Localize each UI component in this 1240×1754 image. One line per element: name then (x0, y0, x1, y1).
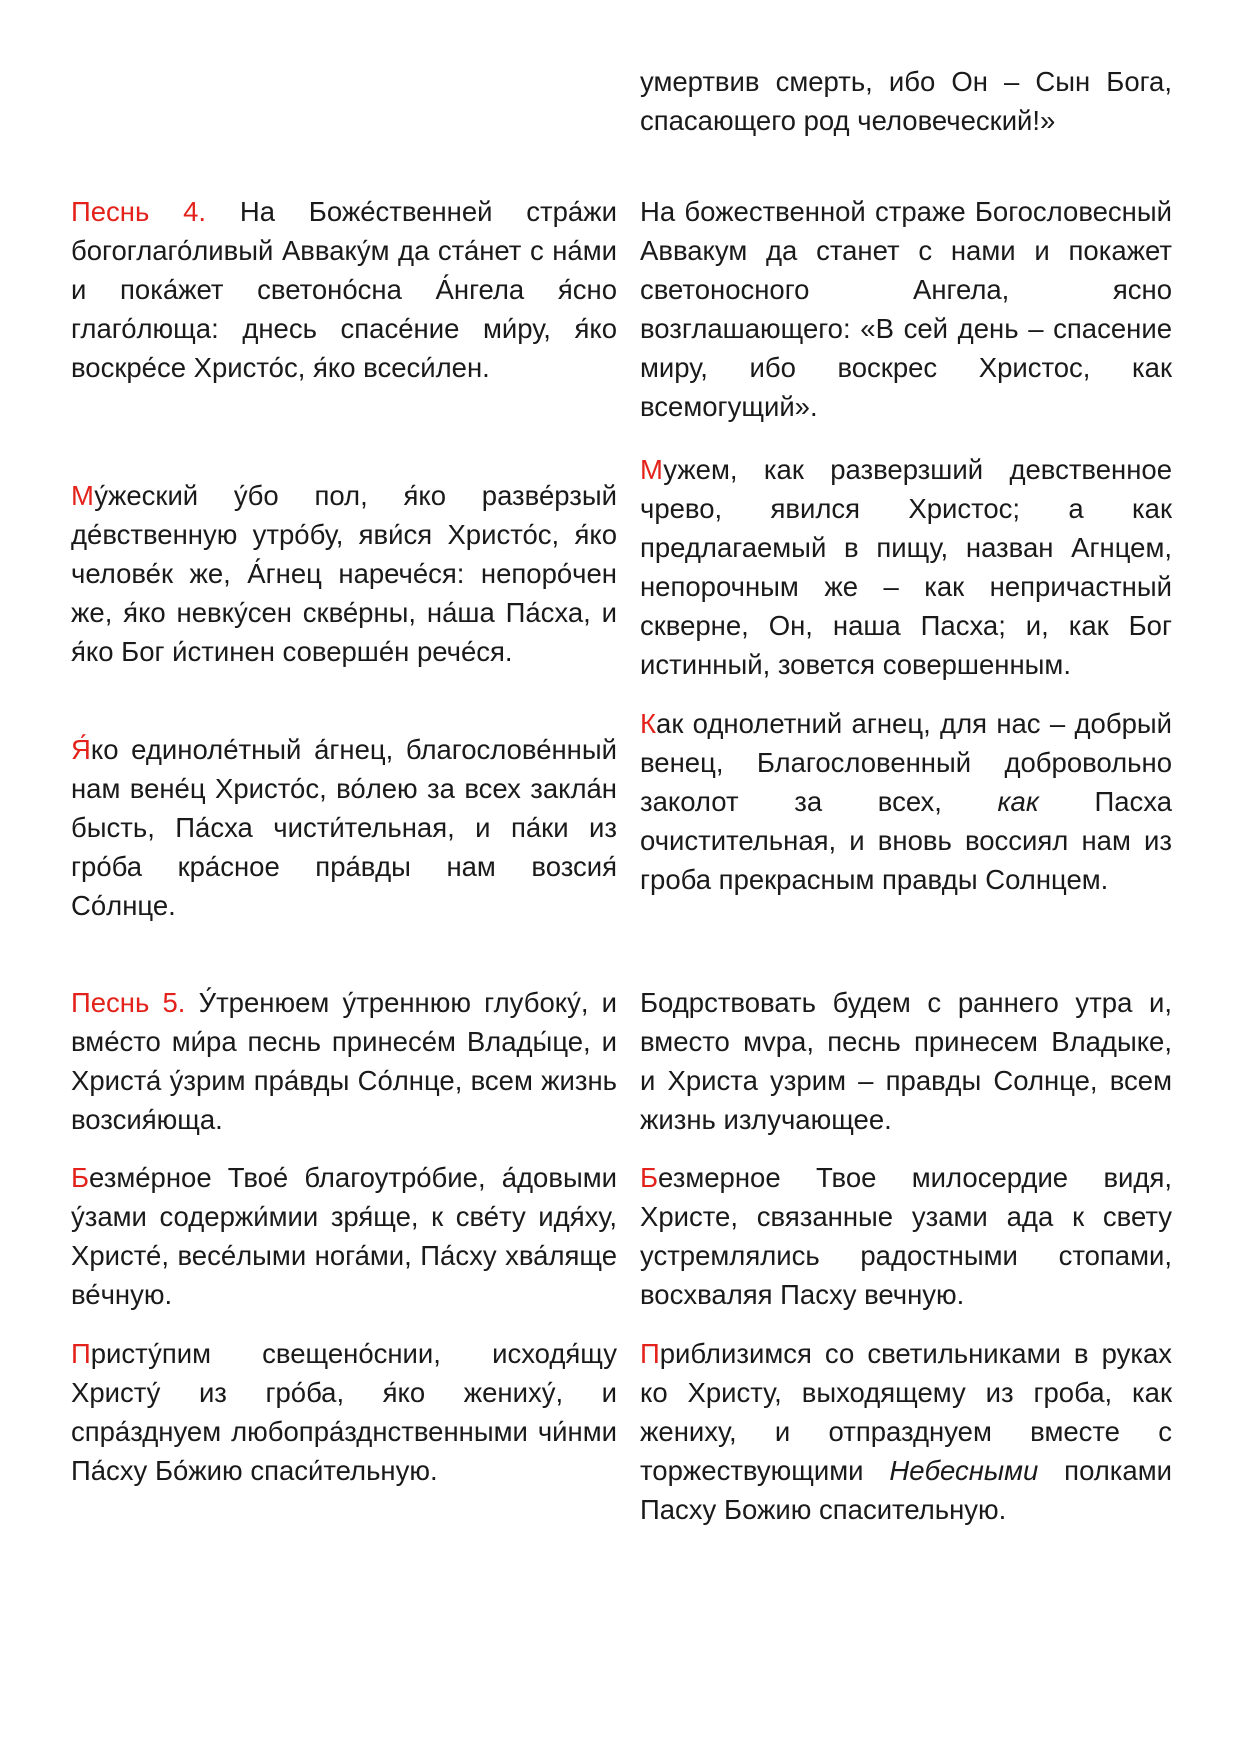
tropar2-left-paragraph (71, 730, 617, 925)
tropar1-left-text: у́жеский у́бо пол, я́ко разве́рзый де́вственную утро́бу, яви́ся Христо́с, я́ко челове́к же, А́гнец нарече́ся: непоро́чен же, я́ко невку́сен скве́рны, на́ша Па́сха, и я́ко Бог и́стинен соверше́н рече́ся. (71, 480, 617, 667)
song4-label: Песнь 4. (71, 196, 207, 227)
song4-left-paragraph (71, 192, 617, 387)
tropar4-right-text-a: риблизимся со светильниками в руках ко Христу, выходящему из гроба, как жениху, и отпразднуем вместе с торжествующими (640, 1338, 1172, 1486)
song5-left-text: У́тренюем у́треннюю глубоку́, и вме́сто ми́ра песнь принесе́м Влады́це, и Христа́ у́зрим пра́вды Со́лнце, всем жизнь возсия́юща. (71, 987, 618, 1135)
tropar3-right-initial: Б (640, 1162, 659, 1193)
tropar1-right-text: ужем, как разверзший девственное чрево, явился Христос; а как предлагаемый в пищу, назван Агнцем, непорочным же – как непричастный скверне, Он, наша Пасха; и, как Бог истинный, зовется совершенным. (640, 454, 1172, 680)
tropar4-right-paragraph (640, 1334, 1172, 1529)
song4-left-text: На Боже́ственней стра́жи богоглаго́ливый Авваку́м да ста́нет с на́ми и пока́жет светоно́сна А́нгела я́сно глаго́люща: днесь спасе́ние ми́ру, я́ко воскре́се Христо́с, я́ко всеси́лен. (71, 196, 617, 383)
tropar3-left-initial: Б (71, 1162, 90, 1193)
tropar2-right-initial: К (640, 708, 657, 739)
tropar4-right-text-b: полками Пасху Божию спасительную. (640, 1455, 1172, 1525)
tropar2-right-paragraph (640, 704, 1172, 899)
tropar2-left-text: ко единоле́тный а́гнец, благослове́нный нам вене́ц Христо́с, во́лею за всех закла́н бысть, Па́сха чисти́тельная, и па́ки из гро́ба кра́сное пра́вды нам возсия́ Со́лнце. (71, 734, 617, 921)
tropar2-right-emphasis: как (997, 786, 1039, 817)
song5-label: Песнь 5. (71, 987, 186, 1018)
intro-right-paragraph (640, 62, 1172, 140)
song5-left-paragraph (71, 983, 617, 1139)
tropar4-right-emphasis: Небесными (889, 1455, 1039, 1486)
song4-right-text: На божественной страже Богословесный Аввакум да станет с нами и покажет светоносного Ангела, ясно возглашающего: «В сей день – спасение миру, ибо воскрес Христос, как всемогущий». (640, 196, 1172, 422)
tropar1-left-paragraph (71, 476, 617, 671)
song5-right-text: Бодрствовать будем с раннего утра и, вместо мvра, песнь принесем Владыке, и Христа узрим – правды Солнце, всем жизнь излучающее. (640, 987, 1172, 1135)
song5-right-paragraph (640, 983, 1172, 1139)
tropar4-left-text: ристу́пим свещено́снии, исходя́щу Христу́ из гро́ба, я́ко жениху́, и спра́зднуем любопра́зднственными чи́нми Па́сху Бо́жию спаси́тельную. (71, 1338, 617, 1486)
tropar4-left-initial: П (71, 1338, 91, 1369)
tropar3-right-paragraph (640, 1158, 1172, 1314)
tropar3-left-text: езме́рное Твое́ благоутро́бие, а́довыми у́зами содержи́мии зря́ще, к све́ту идя́ху, Христе́, весе́лыми нога́ми, Па́сху хва́ляще ве́чную. (71, 1162, 617, 1310)
tropar4-left-paragraph (71, 1334, 617, 1490)
intro-right-text: умертвив смерть, ибо Он – Сын Бога, спасающего род человеческий!» (640, 66, 1172, 136)
tropar1-left-initial: М (71, 480, 95, 511)
tropar3-left-paragraph (71, 1158, 617, 1314)
tropar2-left-initial: Я́ (71, 734, 91, 765)
tropar3-right-text: езмерное Твое милосердие видя, Христе, связанные узами ада к свету устремлялись радостными стопами, восхваляя Пасху вечную. (640, 1162, 1172, 1310)
song4-right-paragraph (640, 192, 1172, 426)
tropar2-right-text-a: ак однолетний агнец, для нас – добрый венец, Благословенный добровольно заколот за всех, (640, 708, 1172, 817)
tropar1-right-paragraph (640, 450, 1172, 684)
tropar4-right-initial: П (640, 1338, 660, 1369)
tropar1-right-initial: М (640, 454, 664, 485)
tropar2-right-text-b: Пасха очистительная, и вновь воссиял нам из гроба прекрасным правды Солнцем. (640, 786, 1173, 895)
